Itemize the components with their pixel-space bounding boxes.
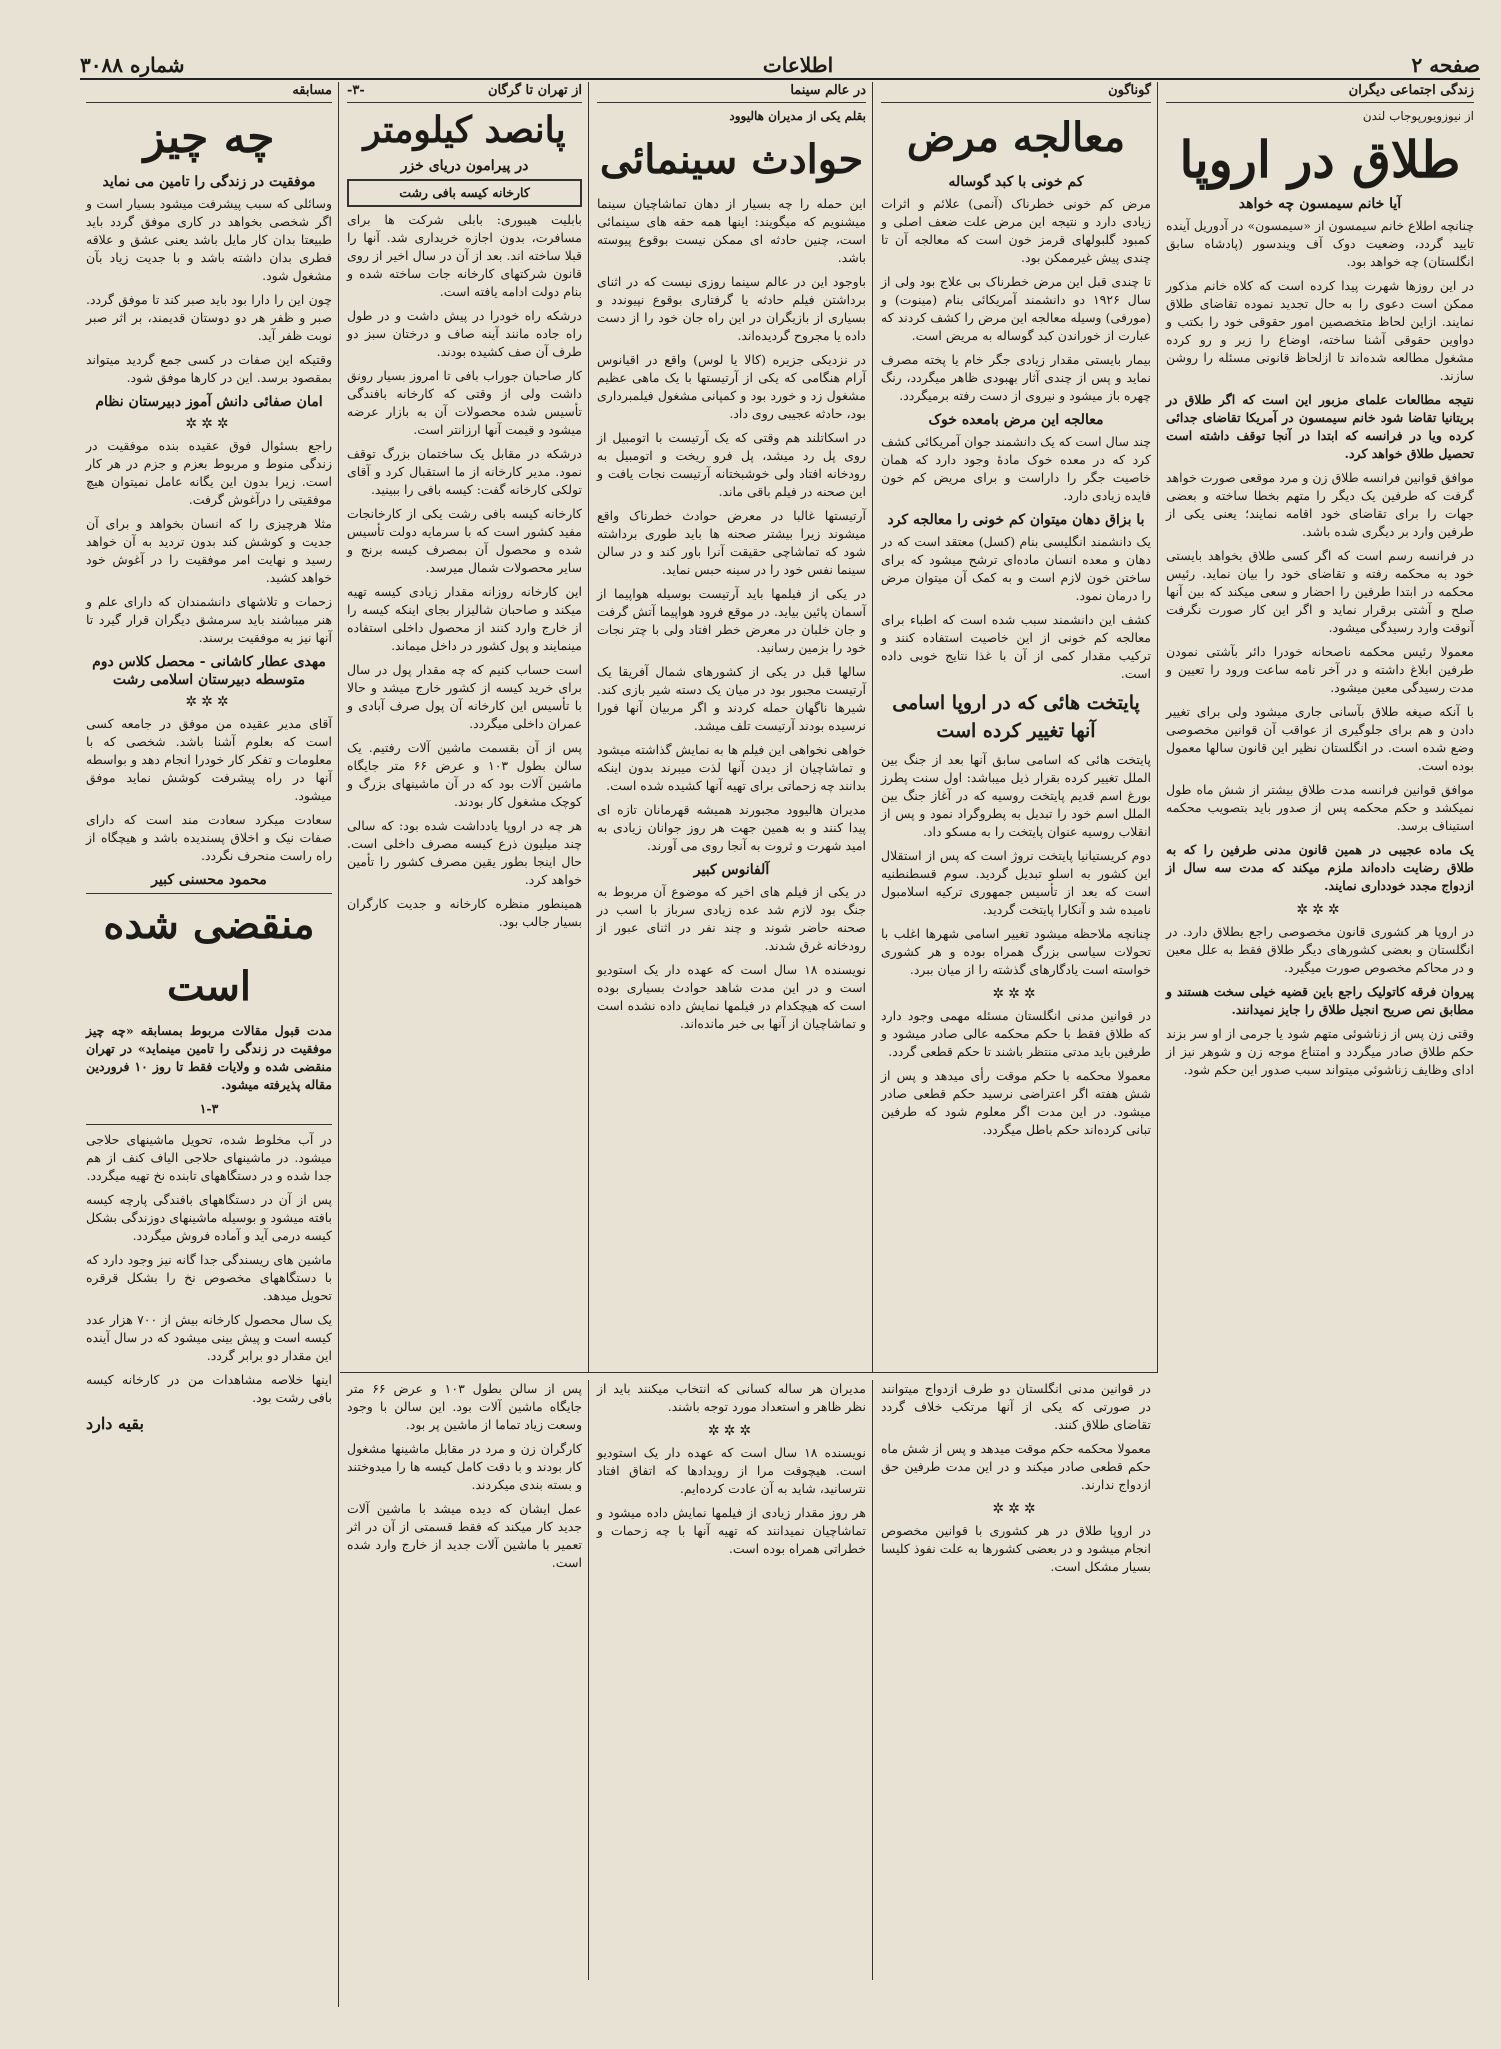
paragraph: درشکه در مقابل یک ساختمان بزرگ توقف نمود. مدیر کارخانه از ما استقبال کرد و آقای تولکی کارخانه گفت: کیسه بافی را ببینید. [347, 446, 582, 497]
paragraph: یک سال محصول کارخانه بیش از ۷۰۰ هزار عدد کیسه است و پیش بینی میشود که در سال آینده این مقدار دو برابر گردد. [86, 1312, 333, 1363]
section-box: کارخانه کیسه بافی رشت [347, 179, 582, 207]
page-number: صفحه ۲ [1411, 53, 1480, 77]
paragraph: مثلا هرچیزی را که انسان بخواهد و برای آن جدیت و کوشش کند بدون تردید به آن خواهد رسید و نهایت امر موفقیت را در آغوش خود خواهد کشید. [86, 516, 332, 585]
continued-label: بقیه دارد [86, 1414, 144, 1433]
paragraph: در اروپا هر کشوری قانون مخصوصی راجع بطلاق دارد. در انگلستان و بعضی کشورهای دیگر طلاق فقط به علل معین و در محاکم مخصوص صورت میگیرد. [1166, 924, 1474, 975]
separator-stars: ✲✲✲ [992, 1501, 1040, 1517]
series-title: از تهران تا گرگان [487, 83, 582, 98]
paragraph: کارخانه کیسه بافی رشت یکی از کارخانجات مفید کشور است که با سرمایه دولت تأسیس شده و محصول آن بمصرف کیسه برنج و سایر محصولات شمال میرسد. [347, 506, 582, 575]
paragraph: این حمله را چه بسیار از دهان تماشاچیان سینما میشنویم که میگویند: اینها همه حقه های سینمائی است، چنین حادثه ای ممکن نیست بوقوع پیوسته باشد. [597, 196, 866, 265]
paragraph: تا چندی قبل این مرض خطرناک بی علاج بود ولی از سال ۱۹۲۶ دو دانشمند آمریکائی بنام (مینوت) و (مورفی) وسیله معالجه این مرض را کشف کردند که عبارت از خوراندن کبد گوساله به مریض است. [881, 274, 1151, 343]
column-rule [872, 1380, 873, 1980]
paragraph: یک دانشمند انگلیسی بنام (کسل) معتقد است که در دهان و معده انسان ماده‌ای ترشح میشود که برای ساختن خون لازم است و به کمک آن میتوان مرض را درمان نمود. [881, 534, 1151, 603]
column-rule [872, 82, 873, 1372]
separator-stars: ✲✲✲ [1296, 902, 1344, 918]
masthead [80, 52, 1480, 80]
column-disease-treatment [875, 82, 1157, 1372]
separator-stars: ✲✲✲ [185, 694, 233, 710]
column-tehran-gorgan [341, 82, 588, 1372]
article-headline: حوادث سینمائی [599, 136, 864, 183]
paragraph: آقای مدیر عقیده من موفق در جامعه کسی است که بعلوم آشنا باشد. شخصی که با معلومات و تفکر کار خودرا انجام دهد و بواسطه آنها در راه پیشرفت کوشش نماید موفق میشود. [86, 716, 332, 803]
article-subhead: آلفانوس کبیر [693, 862, 770, 878]
paragraph: نویسنده ۱۸ سال است که عهده دار یک استودیو است و در این مدت شاهد حوادث بسیاری بوده است که هیچکدام در فیلمها نمایش داده نشده است و تماشاچیان از آنها بی خبر مانده‌اند. [597, 962, 866, 1031]
paragraph: وسائلی که سبب پیشرفت میشود بسیار است و اگر شخصی بخواهد در کاری موفق گردد باید طبیعتا بدان کار مایل باشد یعنی عشق و علاقه فطری بدان داشته باشد و با جدیت زیاد بآن مشغول شود. [86, 196, 332, 283]
article-subhead: در پیرامون دریای خزر [400, 158, 529, 174]
paragraph: همینطور منظره کارخانه و جدیت کارگران بسیار جالب بود. [347, 896, 582, 929]
article-subhead: آیا خانم سیمسون چه خواهد [1238, 196, 1402, 212]
paragraph: معمولا رئیس محکمه ناصحانه خودرا دائر بآشتی نمودن طرفین ابلاغ داشته و در آخر نامه ساعت ورود را تعیین و مدت رسیدگی معین میشود. [1166, 644, 1474, 695]
paragraph: چنانچه اطلاع خانم سیمسون از «سیمسون» در آدوریل آینده تایید گردد، وضعیت دوک آف ویندسور (پادشاه سابق انگلستان) چه خواهد بود. [1166, 218, 1474, 269]
paragraph: است حساب کنیم که چه مقدار پول در سال برای خرید کیسه از کشور خارج میشد و حالا با تأسیس این کارخانه آن پول صرف آبادی و عمران داخلی میگردد. [347, 662, 582, 731]
paragraph: معمولا محکمه حکم موقت میدهد و پس از شش ماه حکم قطعی صادر میکند و در این مدت طرفین حق ازدواج ندارند. [881, 1441, 1151, 1492]
paragraph: هر روز مقدار زیادی از فیلمها نمایش داده میشود و تماشاچیان نمیدانند که تهیه آنها با چه زحمات و خطراتی همراه بوده است. [597, 1505, 866, 1556]
paragraph: هر چه در اروپا یادداشت شده بود: که سالی چند میلیون ذرع کیسه مصرف داخلی است. حال اینجا بطور یقین مصرف کشور را تأمین خواهد کرد. [347, 818, 582, 887]
paragraph: در یکی از فیلمها باید آرتیست بوسیله هواپیما از آسمان پائین بیاید. در موقع فرود هواپیما آتش گرفت و جان خلبان در معرض خطر افتاد ولی با چتر نجات خود را بزمین رسانید. [597, 586, 866, 655]
paragraph: بابلیت هیبوری: بابلی شرکت ها برای مسافرت، بدون اجازه خریداری شد. آنها را قبلا ساخته اند. بعد از آن در سال اخیر از روی قانون شرکتهای کارخانه جات ساخته شده و بنام دولت ادامه یافته است. [347, 212, 582, 299]
paragraph: کار صاحبان جوراب بافی تا امروز بسیار رونق داشت ولی از وقتی که کارخانه بافندگی تأسیس شده محصولات آن به بازار عرضه میشود و قیمت آنها ارزانتر است. [347, 368, 582, 437]
contestant-name: مهدی عطار کاشانی - محصل کلاس دوم متوسطه دبیرستان اسلامی رشت [92, 654, 326, 688]
paragraph: در اسکاتلند هم وقتی که یک آرتیست با اتومبیل از روی پل رد میشد، پل فرو ریخت و اتومبیل به رودخانه افتاد ولی خوشبختانه آرتیست نجات یافت و این صحنه در فیلم باقی ماند. [597, 430, 866, 499]
paragraph: در قوانین مدنی انگلستان مسئله مهمی وجود دارد که طلاق فقط با حکم محکمه عالی صادر میشود و طرفین باید مدتی منتظر باشند تا حکم قطعی گردد. [881, 1008, 1151, 1059]
paragraph: عمل ایشان که دیده میشد با ماشین آلات جدید کار میکند که فقط قسمتی از آن در اثر تعمیر با ماشین آلات جدید از خارج وارد شده است. [347, 1501, 582, 1570]
paragraph: کارگران زن و مرد در مقابل ماشینها مشغول کار بودند و با دقت کامل کیسه ها را میدوختند و بسته بندی میکردند. [347, 1441, 582, 1492]
paragraph: موافق قوانین فرانسه طلاق زن و مرد موقعی صورت خواهد گرفت که طرفین یک دیگر را متهم بخطا ساخته و بعضی جهات را برای تقاضای خود اقامه نمایند؛ یعنی یکی از طرفین وارد بر دیگری شده باشد. [1166, 470, 1474, 539]
paragraph: بیمار بایستی مقدار زیادی جگر خام یا پخته مصرف نماید و پس از چندی آثار بهبودی ظاهر میگردد، رنگ چهره باز میشود و نیروی از دست رفته برمیگردد. [881, 352, 1151, 403]
section-kicker: در عالم سینما [597, 82, 866, 103]
paragraph: آرتیستها غالبا در معرض حوادث خطرناک واقع میشوند زیرا بیشتر صحنه ها باید طوری برداشته شود که تماشاچی حقیقت آنرا باور کند و در سالن سینما نفس خود را در سینه حبس نماید. [597, 508, 866, 577]
column-rule [338, 82, 339, 2007]
paragraph: راجع بسئوال فوق عقیده بنده موفقیت در زندگی منوط و مربوط بعزم و جزم در هر کار است. زیرا بدون این یگانه عامل نمیتوان هیچ موفقیتی را درآغوش گرفت. [86, 438, 332, 507]
article-subhead: موفقیت در زندگی را تامین می نماید [102, 174, 316, 190]
series-number: -۳- [347, 83, 365, 98]
paragraph: چون این را دارا بود باید صبر کند تا موفق گردد. صبر و ظفر هر دو دوستان قدیمند، بر اثر صبر نوبت ظفر آید. [86, 292, 332, 343]
contestant-name: امان صفائی دانش آموز دبیرستان نظام [95, 394, 323, 410]
paragraph: یک ماده عجیبی در همین قانون مدنی طرفین را که به طلاق رضایت داده‌اند ملزم میکند که مدت سه سال از ازدواج مجدد خودداری نمایند. [1166, 842, 1474, 893]
separator-stars: ✲✲✲ [707, 1423, 756, 1439]
contestant-signature: محمود محسنی کبیر [151, 872, 267, 888]
paragraph: وقتیکه این صفات در کسی جمع گردید میتواند بمقصود برسد. این در کارها موفق شود. [86, 352, 332, 385]
paragraph: معمولا محکمه با حکم موقت رأی میدهد و پس از شش هفته اگر اعتراضی نرسید حکم قطعی صادر میشود. در این مدت اگر معلوم شود که طرفین تبانی کرده‌اند حکم باطل میگردد. [881, 1068, 1151, 1137]
notice-sign: ۱-۳ [199, 1101, 219, 1116]
notice-body: مدت قبول مقالات مربوط بمسابقه «چه چیز موفقیت در زندگی را تامین مینماید» در تهران منقضی شده و ولایات فقط تا روز ۱۰ فروردین مقاله پذیرفته میشود. [86, 1023, 333, 1092]
paragraph: در قوانین مدنی انگلستان دو طرف ازدواج میتوانند در صورتی که یکی از آنها مرتکب خلاف گردد تقاضای طلاق کنند. [881, 1381, 1151, 1432]
column-contest [80, 82, 338, 2012]
paragraph: باوجود این در عالم سینما روزی نیست که در اثنای برداشتن فیلم حادثه یا گرفتاری بوقوع نپیوندد و بسیاری از بازیگران در این راه جان خود را از دست داده یا مجروح گردیده‌اند. [597, 274, 866, 343]
paragraph: در اروپا طلاق در هر کشوری با قوانین مخصوص انجام میشود و در بعضی کشورها به علت نفوذ کلیسا بسیار مشکل است. [881, 1523, 1151, 1574]
divider [86, 1124, 332, 1125]
column-rule [1157, 82, 1158, 1372]
paragraph: درشکه راه خودرا در پیش داشت و در طول راه جاده مانند آینه صاف و درختان سبز دو طرف آن صف کشیده بودند. [347, 308, 582, 359]
paragraph: سعادت میکرد سعادت مند است که دارای صفات نیک و اخلاق پسندیده باشد و هیچگاه از راه راست منحرف نگردد. [86, 812, 332, 863]
divider [340, 1372, 1158, 1373]
continuation-cinema [591, 1380, 872, 1980]
article-headline: پانصد کیلومتر [363, 109, 566, 151]
paragraph: با آنکه صیغه طلاق بآسانی جاری میشود ولی برای تغییر دادن و هم برای جلوگیری از عواقب آن قوانین مخصوصی وضع شده است. در انگلستان نظیر این قانون سالها معمول بوده است. [1166, 704, 1474, 773]
byline: از نیوزویورپوجاب لندن [1362, 109, 1474, 123]
paragraph: این کارخانه روزانه مقدار زیادی کیسه تهیه میکند و صاحبان شالیزار بجای اینکه کیسه را از خارج وارد کنند از محصول داخلی استفاده مینمایند و پول کشور در داخل میماند. [347, 584, 582, 653]
paragraph: وقتی زن پس از زناشوئی متهم شود یا جرمی از او سر بزند حکم طلاق صادر میگردد و امتناع موجه زن و شوهر نیز از ادای وظایف زناشوئی میتواند سبب صدور این حکم شود. [1166, 1026, 1474, 1077]
article-headline: معالجه مرض [906, 114, 1126, 161]
paragraph: چنانچه ملاحظه میشود تغییر اسامی شهرها اغلب با تحولات سیاسی بزرگ همراه بوده و هر کشوری خواسته است یادگارهای گذشته را از میان ببرد. [881, 926, 1151, 977]
paragraph: مدیران هر ساله کسانی که انتخاب میکنند باید از نظر ظاهر و استعداد مورد توجه باشند. [597, 1381, 866, 1414]
continuation-factory [341, 1380, 588, 1980]
column-divorce-europe [1160, 82, 1480, 2042]
issue-number: شماره ۳۰۸۸ [80, 53, 185, 77]
column-rule [588, 1380, 589, 1980]
article-subhead: با بزاق دهان میتوان کم خونی را معالجه کرد [887, 512, 1145, 528]
paragraph: سالها قبل در یکی از کشورهای شمال آفریقا یک آرتیست مجبور بود در میان یک دسته شیر بازی کند. شیرها ناگهان حمله کردند و اگر مربیان آنها فورا نرسیده بودند آرتیست تلف میشد. [597, 664, 866, 733]
section-kicker: زندگی اجتماعی دیگران [1166, 82, 1474, 103]
column-cinema-accidents [591, 82, 872, 1372]
newspaper-name: اطلاعات [762, 53, 834, 77]
paragraph: در یکی از فیلم های اخیر که موضوع آن مربوط به جنگ بود لازم شد عده زیادی سرباز با اسب در صحنه حاضر شوند و چند نفر در اثنای عبور از رودخانه غرق شدند. [597, 884, 866, 953]
paragraph: در این روزها شهرت پیدا کرده است که کلاه خانم مذکور ممکن است دعوی را به حال تجدید نموده تقاضای طلاق نمایند. ازاین لحاظ متخصصین امور حقوقی خود را بکتب و دواوین حقوقی آشنا ساخته، اوضاع را زیر و رو کرده مشغول مطالعه شده‌اند تا ازلحاظ قانونی مسئله را روشن سازند. [1166, 278, 1474, 383]
article-headline: طلاق در اروپا [1179, 130, 1461, 189]
paragraph: نتیجه مطالعات علمای مزبور این است که اگر طلاق در بریتانیا تقاضا شود خانم سیمسون در آمریکا تقاضای جدائی کرده ویا در فرانسه که ابتدا در آنجا توقف داشته است تحصیل طلاق خواهد کرد. [1166, 392, 1474, 461]
paragraph: پیروان فرقه کاتولیک راجع باین قضیه خیلی سخت هستند و مطابق نص صریح انجیل طلاق را جایز نمیدانند. [1166, 984, 1474, 1017]
byline: بقلم یکی از مدیران هالیوود [729, 109, 866, 123]
paragraph: دوم کریستیانیا پایتخت نروژ است که پس از استقلال این کشور به اسلو تبدیل گردید. سوم قسطنطنیه است که بعد از تأسیس جمهوری ترکیه اسلامبول نامیده شد و آنکارا پایتخت گردید. [881, 848, 1151, 917]
paragraph: خواهی نخواهی این فیلم ها به نمایش گذاشته میشود و تماشاچیان از دیدن آنها لذت میبرند بدون اینکه بدانند چه زحماتی برای تهیه آنها کشیده شده است. [597, 742, 866, 793]
article-headline: چه چیز [143, 112, 275, 163]
article-subhead: معالجه این مرض بامعده خوک [928, 412, 1104, 428]
paragraph: در فرانسه رسم است که اگر کسی طلاق بخواهد بایستی خود به محکمه رفته و تقاضای خود را بیان نماید. رئیس محکمه در ابتدا طرفین را احضار و سعی میکند که بین آنها صلح و آشتی برقرار نماید و اگر این کار صورت نگرفت آنوقت وارد رسیدگی میشود. [1166, 548, 1474, 635]
section-kicker: مسابقه [86, 82, 332, 103]
paragraph: کشف این دانشمند سبب شده است که اطباء برای معالجه کم خونی از این خاصیت استفاده کنند و ترکیب مقدار کمی از آن با غذا نتایج خوبی داده است. [881, 612, 1151, 681]
notice-headline: منقضی شده است [86, 893, 332, 1018]
paragraph: موافق قوانین فرانسه مدت طلاق بیشتر از شش ماه طول نمیکشد و حکم محکمه پس از صدور باید بتصویب محکمه استیناف برسد. [1166, 782, 1474, 833]
paragraph: پس از آن بقسمت ماشین آلات رفتیم. یک سالن بطول ۱۰۳ و عرض ۶۶ متر جایگاه ماشین آلات بود که در آن ماشینهای بزرگ و کوچک مشغول کار بودند. [347, 740, 582, 809]
article-headline-capitals: پایتخت هائی که در اروپا اسامی آنها تغییر کرده است [892, 692, 1140, 742]
paragraph: پس از آن در دستگاههای بافندگی پارچه کیسه بافته میشود و بوسیله ماشینهای دوزندگی بشکل کیسه درمی آید و آماده فروش میگردد. [86, 1192, 332, 1243]
separator-stars: ✲✲✲ [992, 986, 1040, 1002]
paragraph: اینها خلاصه مشاهدات من در کارخانه کیسه بافی رشت بود. [86, 1372, 332, 1405]
paragraph: چند سال است که یک دانشمند جوان آمریکائی کشف کرد که در معده خوک مادهٔ وجود دارد که همان خاصیت جگر را داراست و برای مریض کم خون فایده زیادی دارد. [880, 434, 1151, 503]
paragraph: نویسنده ۱۸ سال است که عهده دار یک استودیو است. هیچوقت مرا از رویدادها که اتفاق افتاد نترسانید، شاید به آن عادت کرده‌ایم. [597, 1445, 866, 1496]
paragraph: در آب مخلوط شده، تحویل ماشینهای حلاجی میشود. در ماشینهای حلاجی الیاف کنف از هم جدا شده و در دستگاههای تابنده نخ تهیه میگردد. [86, 1132, 332, 1183]
separator-stars: ✲✲✲ [185, 416, 233, 432]
continuation-law [875, 1380, 1157, 1980]
paragraph: در نزدیکی جزیره (کالا یا لوس) واقع در اقیانوس آرام هنگامی که یکی از آرتیستها با یک ماهی عظیم مشغول زد و خورد بود و کمپانی مشغول فیلمبرداری بود، حادثه عجیبی روی داد. [597, 352, 866, 421]
paragraph: مرض کم خونی خطرناک (آنمی) علائم و اثرات زیادی دارد و نتیجه این مرض علت ضعف اصلی و کمبود گلبولهای قرمز خون است که معالجه آن تا چندی پیش غیرممکن بود. [881, 196, 1151, 265]
article-subhead: کم خونی با کبد گوساله [948, 174, 1084, 190]
paragraph: پایتخت هائی که اسامی سابق آنها بعد از جنگ بین الملل تغییر کرده بقرار ذیل میباشد: اول سنت پطرز بورغ اسم قدیم پایتخت روسیه که در آغاز جنگ بین الملل اسم خود را تبدیل به پطروگراد نمود و پس از انقلاب روسیه عنوان پایتخت را به مسکو داد. [881, 752, 1151, 839]
section-kicker [347, 82, 582, 103]
paragraph: مدیران هالیوود مجبورند همیشه قهرمانان تازه ای پیدا کنند و به همین جهت هر روز جوانان زیادی به امید شهرت و ثروت به آنجا روی می آورند. [597, 802, 866, 853]
paragraph: ماشین های ریسندگی جدا گانه نیز وجود دارد که با دستگاههای مخصوص نخ را بشکل قرقره تحویل میدهد. [86, 1252, 332, 1303]
paragraph: زحمات و تلاشهای دانشمندان که دارای علم و هنر میباشند باید سرمشق دیگران قرار گیرد تا آنها نیز به موفقیت برسند. [86, 594, 332, 645]
paragraph: پس از سالن بطول ۱۰۳ و عرض ۶۶ متر جایگاه ماشین آلات بود. این سالن با وجود وسعت زیاد تماما از ماشین پر بود. [347, 1381, 582, 1432]
section-kicker: گوناگون [881, 82, 1151, 103]
column-rule [588, 82, 589, 1372]
